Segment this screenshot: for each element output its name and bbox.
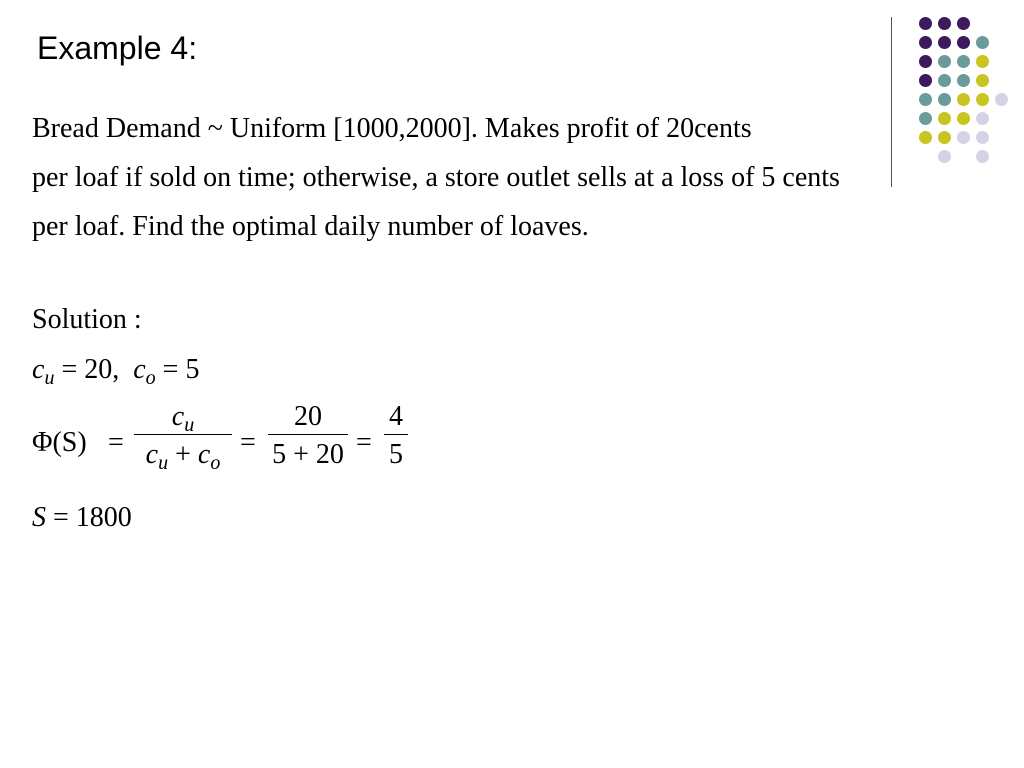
fraction-values: 20 5 + 20 [268, 400, 348, 471]
decorative-dot [938, 150, 951, 163]
decorative-dot [957, 36, 970, 49]
decorative-dot [938, 55, 951, 68]
decorative-dot [976, 74, 989, 87]
s-symbol: S [32, 502, 46, 533]
solution-label: Solution : [32, 304, 142, 335]
decorative-dot [919, 112, 932, 125]
decorative-dot [938, 112, 951, 125]
decorative-dot [938, 36, 951, 49]
decorative-dot [957, 74, 970, 87]
decorative-dot [919, 93, 932, 106]
decorative-dot [938, 74, 951, 87]
cu-value: 20, [84, 354, 120, 385]
divider-line [891, 17, 892, 187]
equation-costs: $c_u = 20$, $c_o = 5$ [32, 354, 200, 389]
decorative-dot [938, 93, 951, 106]
problem-line-3: per loaf. Find the optimal daily number of loaves. [32, 211, 589, 242]
decorative-dot [957, 17, 970, 30]
decorative-dot [976, 131, 989, 144]
phi-of-s: Φ(S) [32, 427, 87, 458]
decorative-dot [976, 112, 989, 125]
equation-critical-ratio: Φ(S) = $c_u$ $c_u + c_o$ = 20 5 + 20 = 4 5 [32, 400, 452, 490]
decorative-dot [938, 17, 951, 30]
decorative-dot [976, 55, 989, 68]
decorative-dot [957, 131, 970, 144]
decorative-dot [976, 150, 989, 163]
decorative-dot [919, 74, 932, 87]
decorative-dot [938, 131, 951, 144]
co-value: 5 [185, 354, 200, 385]
problem-line-2: per loaf if sold on time; otherwise, a store outlet sells at a loss of 5 cents [32, 162, 840, 193]
decorative-dot [919, 36, 932, 49]
equation-optimal-s: S = 1800 [32, 502, 132, 533]
decorative-dot [957, 93, 970, 106]
decorative-dot [919, 17, 932, 30]
fraction-result: 4 5 [384, 400, 408, 471]
decorative-dot [957, 112, 970, 125]
decorative-dot [919, 131, 932, 144]
fraction-cu-over-sum: $c_u$ $c_u + c_o$ [134, 400, 232, 471]
decorative-dot [976, 93, 989, 106]
decorative-dot [919, 55, 932, 68]
optimal-value: 1800 [75, 502, 132, 533]
problem-line-1: Bread Demand ~ Uniform [1000,2000]. Makes profit of 20cents [32, 113, 752, 144]
decorative-dot [976, 36, 989, 49]
decorative-dot [995, 93, 1008, 106]
decorative-dot [957, 55, 970, 68]
problem-text [32, 104, 840, 251]
slide-title: Example 4: [37, 30, 198, 66]
